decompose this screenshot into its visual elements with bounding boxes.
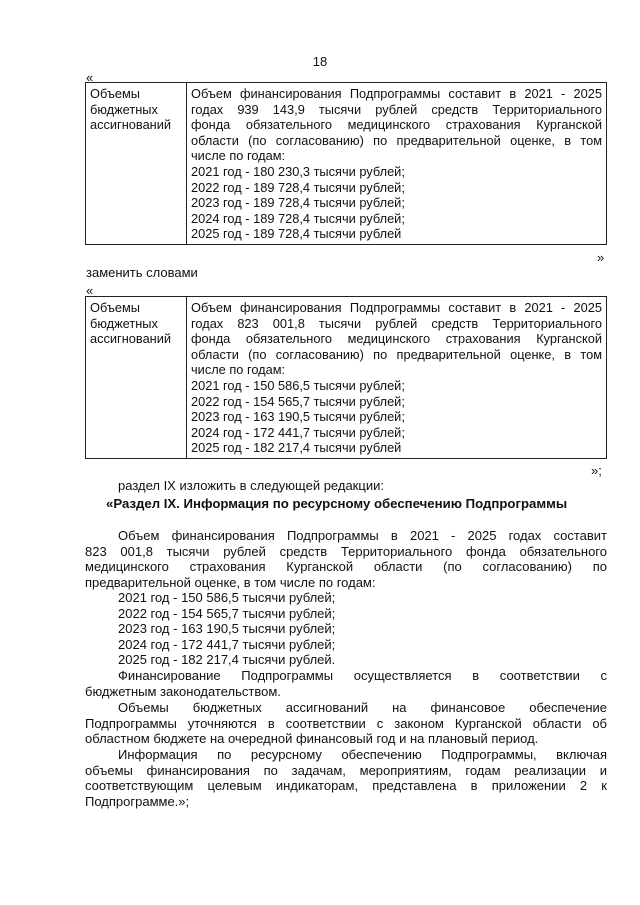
old-year-2023: 2023 год - 189 728,4 тысячи рублей;	[191, 195, 405, 211]
open-quote-1: «	[86, 70, 94, 85]
old-budget-text: Объем финансирования Подпрограммы составит в 2021 - 2025 годах 939 143,9 тысячи рублей средств Территориального фонда обязательного медицинского страхования Курганской области (по согласованию) по предварительной оценке, в том числе по годам: 2021 год - 180 230,3 тысячи рублей; 2022 год - 189 728,4 тысячи рублей; 2023 год - 189 728,4 тысячи рублей; 2024 год - 189 728,4 тысячи рублей; 2025 год - 189 728,4 тысячи рублей	[187, 83, 607, 245]
body-paragraph-4: Информация по ресурсному обеспечению Подпрограммы, включая объемы финансирования по задачам, мероприятиям, годам реализации и соответствующим целевым индикаторам, представлена в приложении 2 к Подпрограмме.»;	[85, 747, 607, 809]
new-year-2025: 2025 год - 182 217,4 тысячи рублей	[191, 440, 402, 456]
replace-words-text: заменить словами	[86, 265, 198, 280]
new-year-2024: 2024 год - 172 441,7 тысячи рублей;	[191, 424, 405, 440]
body-paragraph-3: Объемы бюджетных ассигнований на финансовое обеспечение Подпрограммы уточняются в соответствии с законом Курганской области об областном бюджете на очередной финансовый год и на плановый период.	[85, 700, 607, 747]
body-year-2025: 2025 год - 182 217,4 тысячи рублей.	[118, 652, 336, 668]
old-year-2025: 2025 год - 189 728,4 тысячи рублей	[191, 226, 402, 242]
new-budget-text: Объем финансирования Подпрограммы составит в 2021 - 2025 годах 823 001,8 тысячи рублей средств Территориального фонда обязательного медицинского страхования Курганской области (по согласованию) по предварительной оценке, в том числе по годам: 2021 год - 150 586,5 тысячи рублей; 2022 год - 154 565,7 тысячи рублей; 2023 год - 163 190,5 тысячи рублей; 2024 год - 172 441,7 тысячи рублей; 2025 год - 182 217,4 тысячи рублей	[187, 297, 607, 459]
body-year-2024: 2024 год - 172 441,7 тысячи рублей;	[118, 636, 336, 652]
new-year-2023: 2023 год - 163 190,5 тысячи рублей;	[191, 409, 405, 425]
body-year-2023: 2023 год - 163 190,5 тысячи рублей;	[118, 621, 336, 637]
old-year-2022: 2022 год - 189 728,4 тысячи рублей;	[191, 179, 405, 195]
new-budget-label: Объемы бюджетных ассигнований	[86, 297, 187, 459]
old-year-2021: 2021 год - 180 230,3 тысячи рублей;	[191, 163, 405, 179]
old-year-2024: 2024 год - 189 728,4 тысячи рублей;	[191, 210, 405, 226]
body-year-2021: 2021 год - 150 586,5 тысячи рублей;	[118, 590, 336, 605]
section-heading: «Раздел IX. Информация по ресурсному обеспечению Подпрограммы	[106, 496, 568, 511]
body-years-list	[118, 590, 418, 668]
open-quote-2: «	[86, 283, 94, 298]
close-quote-1: »	[597, 250, 605, 265]
new-year-2022: 2022 год - 154 565,7 тысячи рублей;	[191, 393, 405, 409]
close-quote-2: »;	[591, 463, 602, 478]
page-number: 18	[312, 54, 328, 69]
section-instruction: раздел IX изложить в следующей редакции:	[118, 478, 384, 493]
old-budget-label: Объемы бюджетных ассигнований	[86, 83, 187, 245]
body-paragraph-1: Объем финансирования Подпрограммы в 2021 - 2025 годах составит 823 001,8 тысячи рублей средств Территориального фонда обязательного медицинского страхования Курганской области (по согласованию) по предварительной оценке, в том числе по годам:	[85, 528, 607, 590]
new-year-2021: 2021 год - 150 586,5 тысячи рублей;	[191, 377, 405, 393]
body-year-2022: 2022 год - 154 565,7 тысячи рублей;	[118, 605, 336, 621]
new-budget-table	[85, 296, 607, 459]
body-paragraph-2: Финансирование Подпрограммы осуществляется в соответствии с бюджетным законодательством.	[85, 668, 607, 699]
old-budget-table	[85, 82, 607, 245]
